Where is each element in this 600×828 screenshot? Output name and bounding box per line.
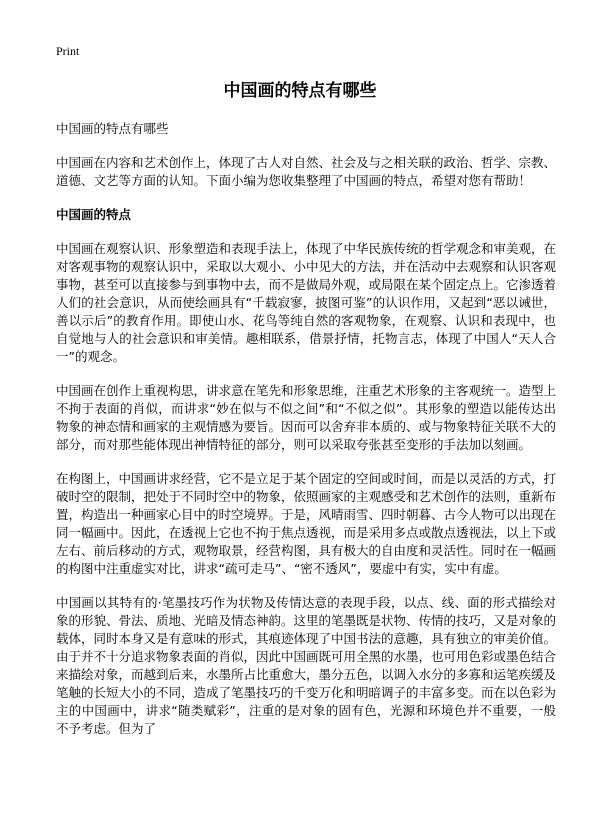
page-title: 中国画的特点有哪些 [223,81,377,101]
article-subtitle: 中国画的特点有哪些 [56,121,169,136]
print-link[interactable]: Print [56,44,80,58]
body-paragraph-2: 中国画在创作上重视构思，讲求意在笔先和形象思维，注重艺术形象的主客观统一。造型上不拘于表面的肖似，而讲求“妙在似与不似之间”和“不似之似”。其形象的塑造以能传达出物象的神态情和画家的主观情感为要旨。因而可以舍弃非本质的、或与物象特征关联不大的部分，而对那些能体现出神情特征的部分，则可以采取夸张甚至变形的手法加以刻画。 [56,383,557,452]
article-body [56,120,556,754]
body-paragraph-1: 中国画在观察认识、形象塑造和表现手法上，体现了中华民族传统的哲学观念和审美观，在对客观事物的观察认识中，采取以大观小、小中见大的方法，并在活动中去观察和认识客观事物，甚至可以直接参与到事物中去，而不是做局外观，或局限在某个固定点上。它渗透着人们的社会意识，从而使绘画具有“千载寂寥，披图可鉴”的认识作用，又起到“恶以诫世，善以示后”的教育作用。即使山水、花鸟等纯自然的客观物象，在观察、认识和表现中，也自觉地与人的社会意识和审美情。趣相联系，借景抒情，托物言志，体现了中国人“天人合一”的观念。 [56,241,557,364]
intro-paragraph: 中国画在内容和艺术创作上，体现了古人对自然、社会及与之相关联的政治、哲学、宗教、道德、文艺等方面的认知。下面小编为您收集整理了中国画的特点，希望对您有帮助！ [56,155,557,188]
section-heading: 中国画的特点 [56,207,132,222]
body-paragraph-3: 在构图上，中国画讲求经营，它不是立足于某个固定的空间或时间，而是以灵活的方式，打破时空的限制，把处于不同时空中的物象，依照画家的主观感受和艺术创作的法则，重新布置，构造出一种画家心目中的时空境界。于是，风晴雨雪、四时朝暮、古今人物可以出现在同一幅画中。因此，在透视上它也不拘于焦点透视，而是采用多点或散点透视法，以上下或左右、前后移动的方式，观物取景，经营构图，具有极大的自由度和灵活性。同时在一幅画的构图中注重虚实对比，讲求“疏可走马”、“密不透风”，要虚中有实，实中有虚。 [56,471,557,576]
body-paragraph-4: 中国画以其特有的·笔墨技巧作为状物及传情达意的表现手段，以点、线、面的形式描绘对象的形貌、骨法、质地、光暗及情态神韵。这里的笔墨既是状物、传情的技巧，又是对象的载体，同时本身又是有意味的形式，其痕迹体现了中国书法的意趣，具有独立的审美价值。由于并不十分追求物象表面的肖似，因此中国画既可用全黑的水墨，也可用色彩或墨色结合来描绘对象，而越到后来，水墨所占比重愈大，墨分五色，以调入水分的多寡和运笔疾缓及笔触的长短大小的不同，造成了笔墨技巧的千变万化和明暗调子的丰富多变。而在以色彩为主的中国画中，讲求“随类赋彩”，注重的是对象的固有色，光源和环境色并不重要，一般不予考虑。但为了 [56,595,557,736]
